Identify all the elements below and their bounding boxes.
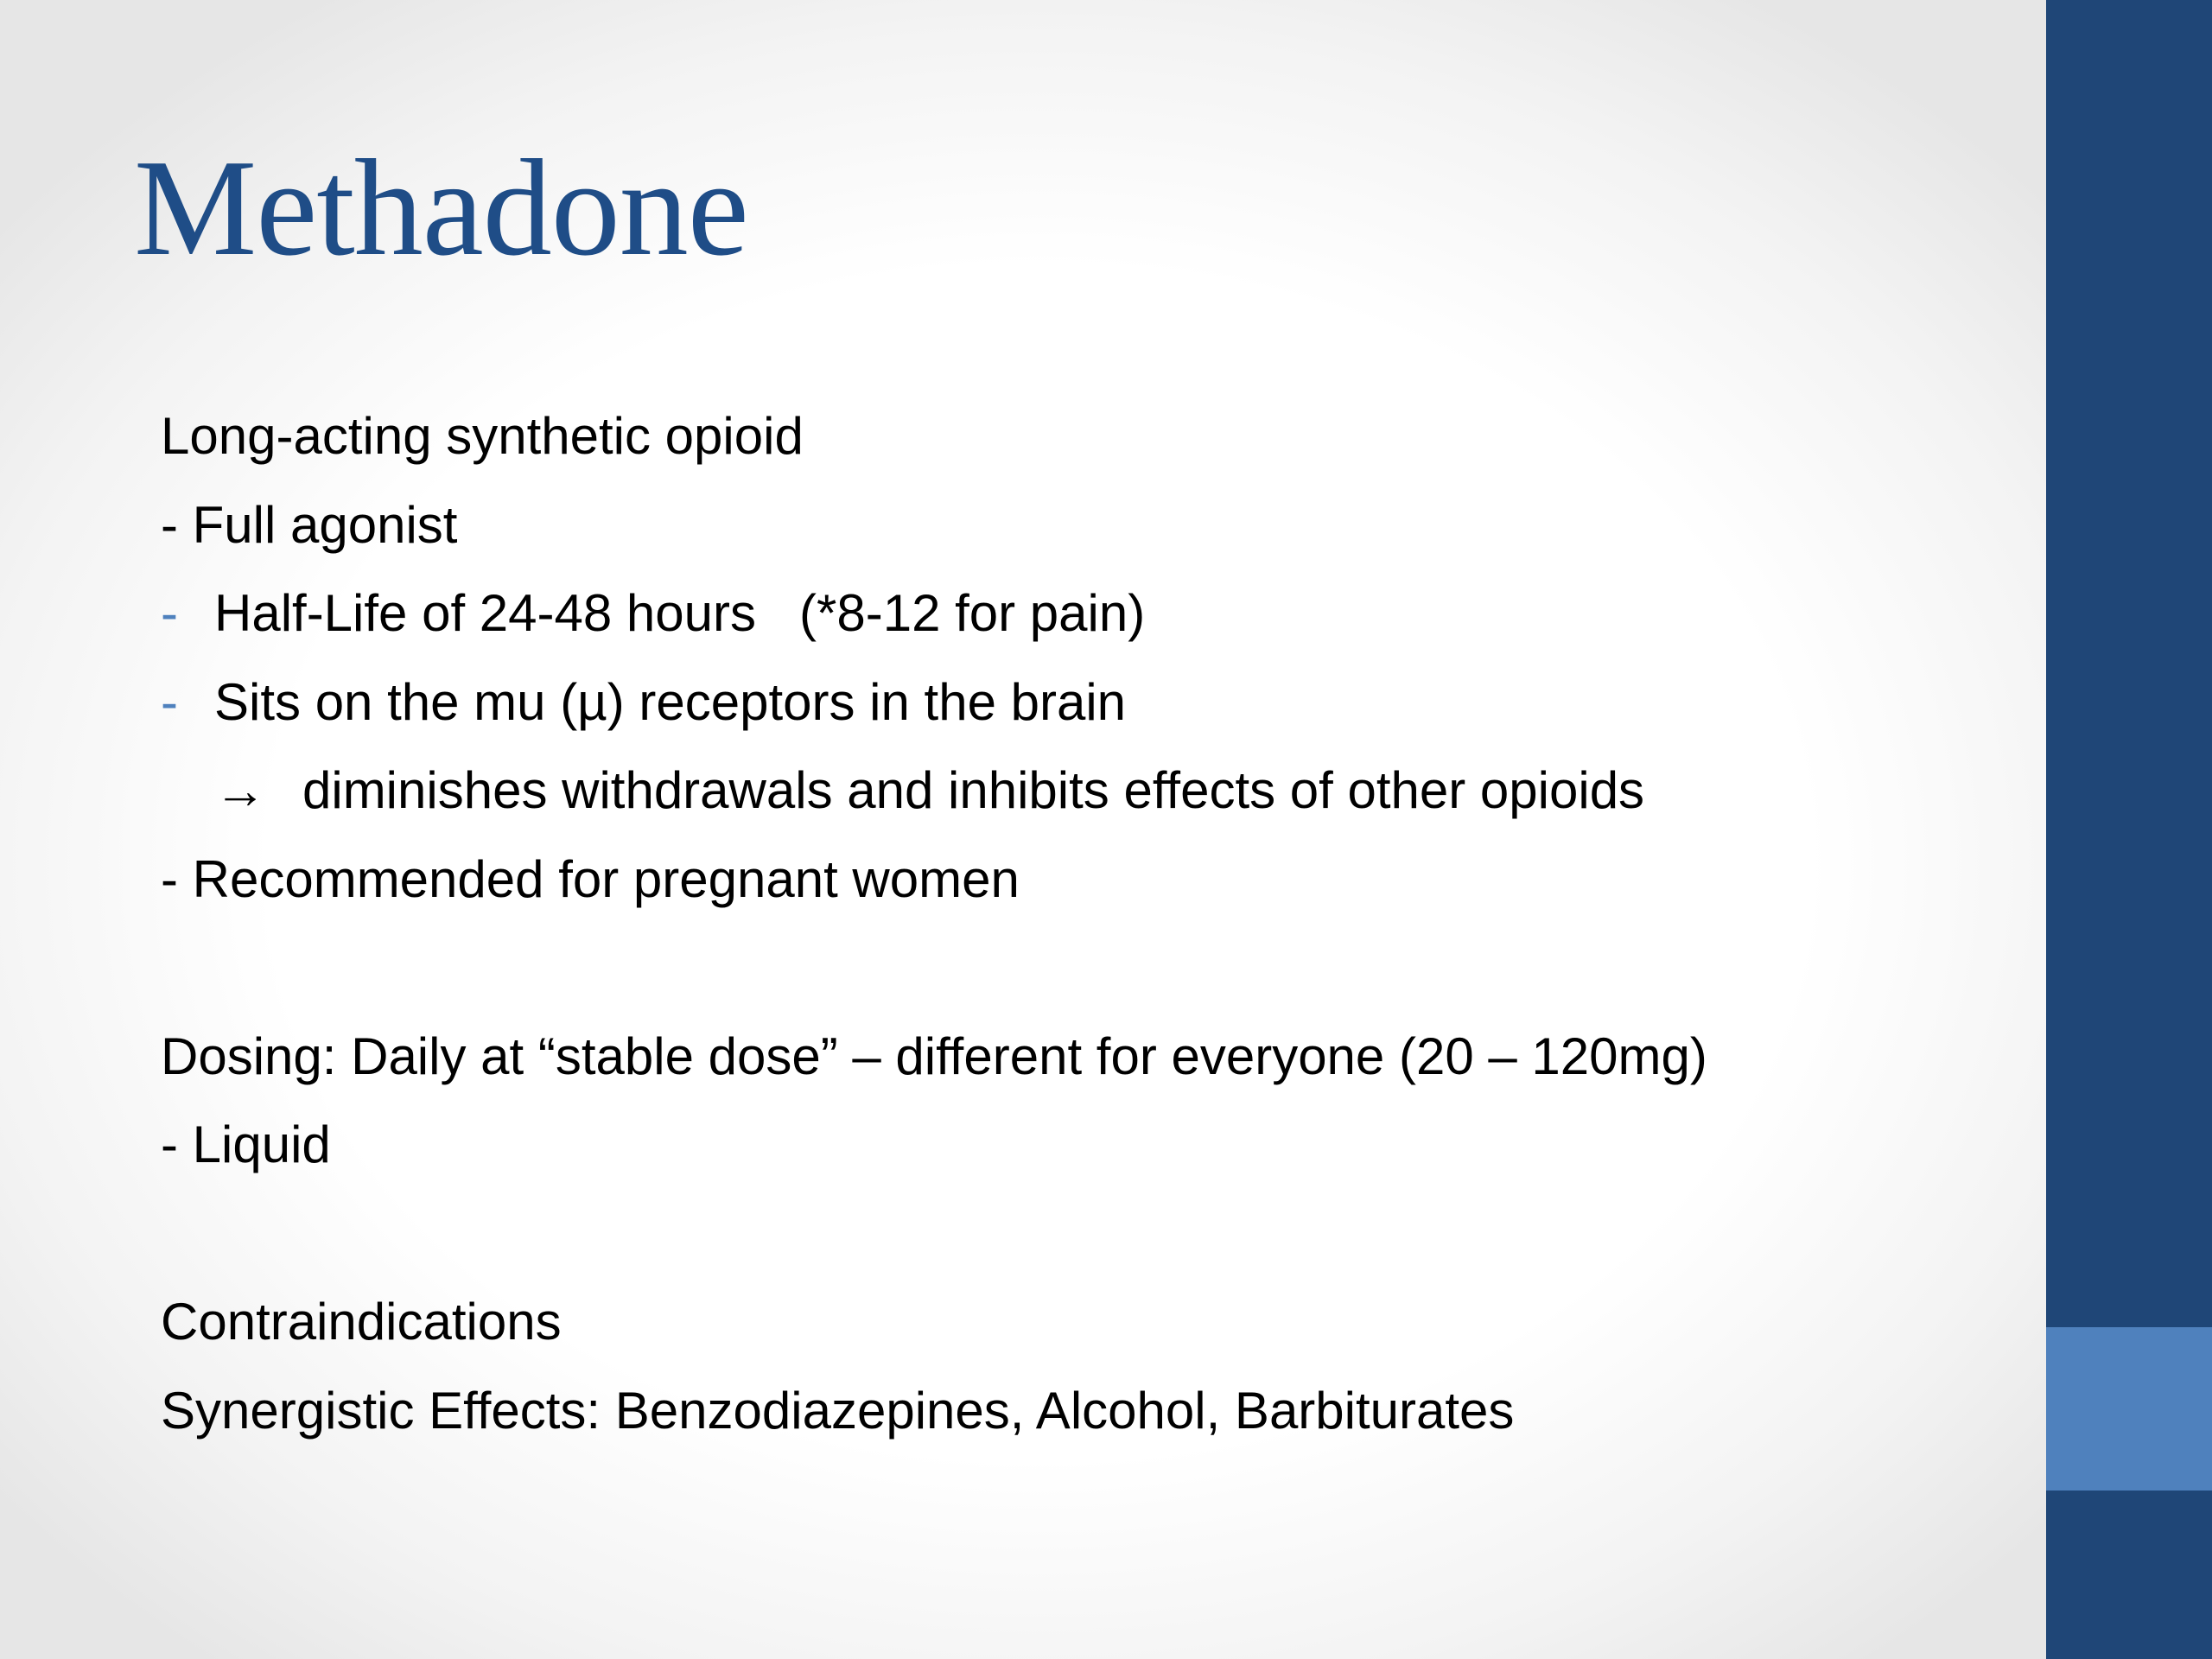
text-line: - Liquid: [161, 1116, 331, 1173]
text-line: Long-acting synthetic opioid: [161, 407, 804, 465]
arrow-line: [161, 747, 2010, 836]
bullet-text: Sits on the mu (µ) receptors in the brain: [214, 672, 1127, 731]
arrow-text: diminishes withdrawals and inhibits effects of other opioids: [302, 761, 1645, 819]
text-line: Contraindications: [161, 1293, 562, 1351]
text-line: Dosing: Daily at “stable dose” – different for everyone (20 – 120mg): [161, 1027, 1707, 1085]
text-line: - Full agonist: [161, 495, 458, 554]
text-line: Synergistic Effects: Benzodiazepines, Alcohol, Barbiturates: [161, 1381, 1515, 1440]
bullet-line: [161, 658, 2010, 747]
spacer: [161, 924, 2010, 1013]
slide-body: [161, 392, 2010, 1455]
text-line: - Recommended for pregnant women: [161, 849, 1020, 908]
dash-bullet: -: [161, 584, 178, 642]
dash-bullet: -: [161, 672, 178, 731]
side-band-accent: [2046, 1327, 2212, 1491]
bullet-line: [161, 569, 2010, 658]
spacer: [161, 1190, 2010, 1279]
arrow-icon: →: [214, 761, 266, 819]
slide-title: Methadone: [134, 130, 748, 284]
bullet-text: Half-Life of 24-48 hours (*8-12 for pain): [214, 584, 1146, 642]
